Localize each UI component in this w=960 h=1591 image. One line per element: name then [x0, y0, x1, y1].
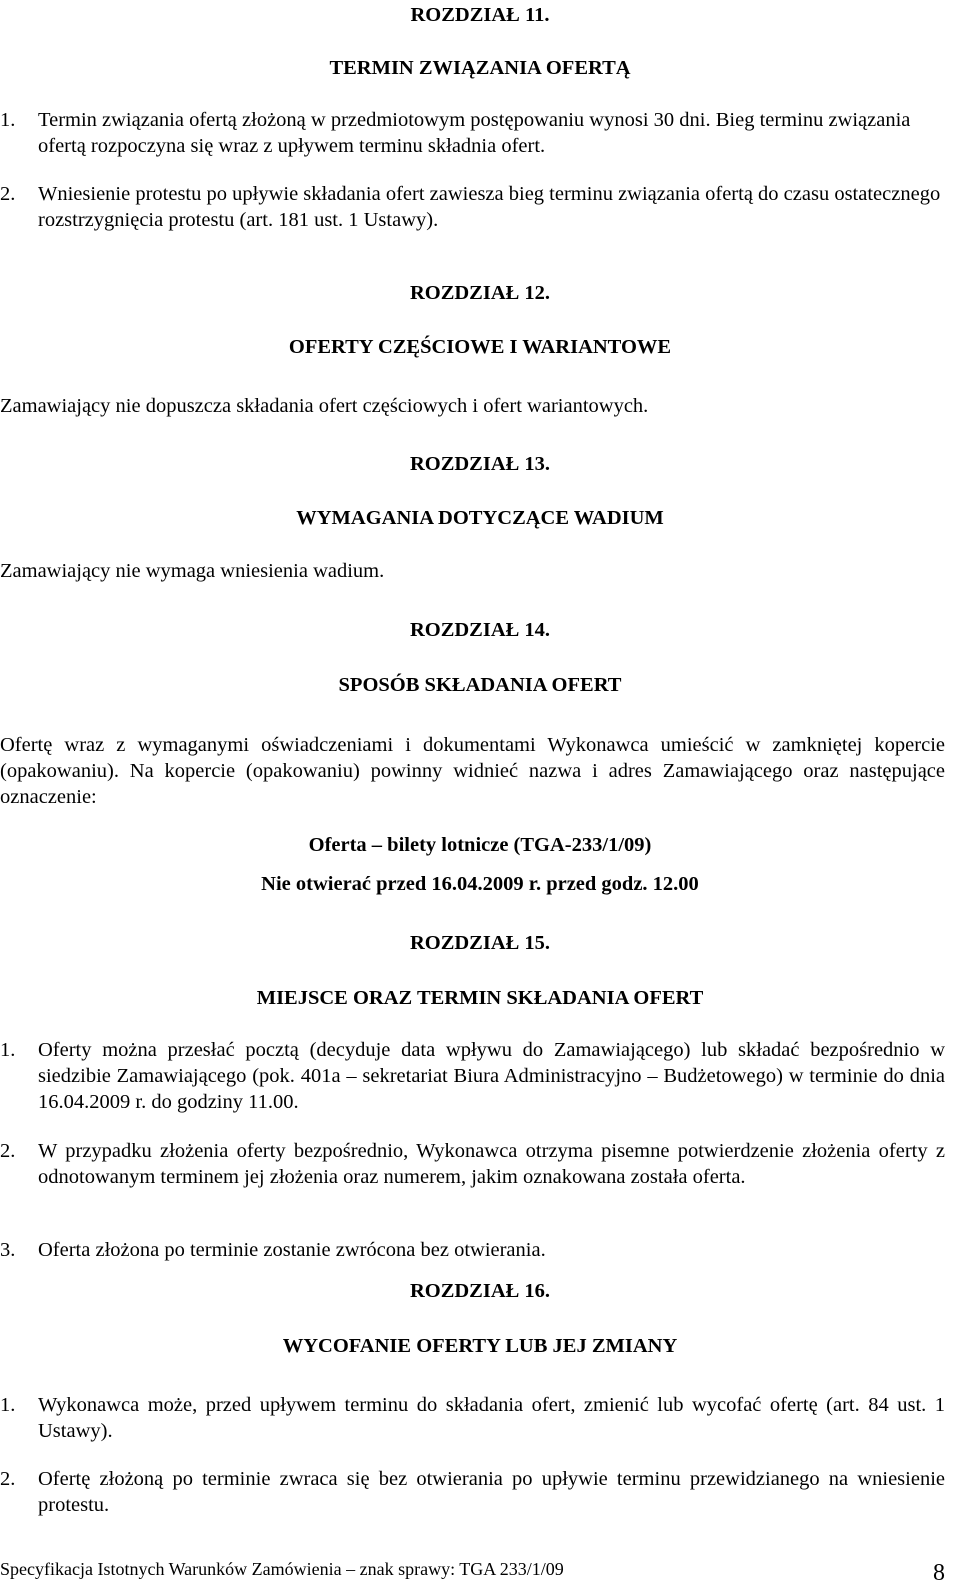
chapter-15-title: MIEJSCE ORAZ TERMIN SKŁADANIA OFERT	[256, 987, 704, 1009]
chapter-16-heading: ROZDZIAŁ 16.	[409, 1280, 551, 1302]
item-number: 3.	[0, 1239, 16, 1261]
chapter-13-text: Zamawiający nie wymaga wniesienia wadium.	[0, 560, 385, 582]
item-text: Oferta złożona po terminie zostanie zwrócona bez otwierania.	[38, 1239, 546, 1261]
chapter-13-heading: ROZDZIAŁ 13.	[409, 453, 551, 475]
item-number: 2.	[0, 183, 16, 205]
item-text: W przypadku złożenia oferty bezpośrednio, Wykonawca otrzyma pisemne potwierdzenie złożenia oferty z odnotowanym terminem jej złożenia oraz numerem, jakim oznakowana została oferta.	[38, 1140, 945, 1188]
chapter-14-text: Ofertę wraz z wymaganymi oświadczeniami i dokumentami Wykonawca umieścić w zamkniętej kopercie (opakowaniu). Na kopercie (opakowaniu) powinny widnieć nazwa i adres Zamawiającego oraz następujące oznaczenie:	[0, 734, 945, 808]
envelope-label-line-2: Nie otwierać przed 16.04.2009 r. przed godz. 12.00	[261, 873, 699, 895]
footer-text: Specyfikacja Istotnych Warunków Zamówienia – znak sprawy: TGA 233/1/09	[0, 1559, 564, 1579]
chapter-12-title: OFERTY CZĘŚCIOWE I WARIANTOWE	[288, 336, 672, 358]
chapter-11-title: TERMIN ZWIĄZANIA OFERTĄ	[329, 57, 631, 79]
chapter-15-item-2	[0, 1138, 945, 1190]
item-text: Oferty można przesłać pocztą (decyduje data wpływu do Zamawiającego) lub składać bezpośrednio w siedzibie Zamawiającego (pok. 401a – sekretariat Biura Administracyjno – Budżetowego) w terminie do dnia 16.04.2009 r. do godziny 11.00.	[38, 1039, 945, 1113]
item-number: 1.	[0, 1394, 16, 1416]
chapter-16-title: WYCOFANIE OFERTY LUB JEJ ZMIANY	[282, 1335, 678, 1357]
chapter-16-item-2	[0, 1466, 945, 1518]
item-text: Termin związania ofertą złożoną w przedmiotowym postępowaniu wynosi 30 dni. Bieg terminu związania ofertą rozpoczyna się wraz z upływem terminu składnia ofert.	[38, 109, 911, 157]
chapter-14-heading: ROZDZIAŁ 14.	[409, 619, 551, 641]
chapter-12-text: Zamawiający nie dopuszcza składania ofert częściowych i ofert wariantowych.	[0, 395, 649, 417]
item-number: 1.	[0, 1039, 16, 1061]
chapter-14-title: SPOSÓB SKŁADANIA OFERT	[338, 674, 622, 696]
chapter-16-item-1	[0, 1392, 945, 1444]
chapter-12-heading: ROZDZIAŁ 12.	[409, 282, 551, 304]
chapter-15-item-1	[0, 1037, 945, 1115]
item-text: Wniesienie protestu po upływie składania ofert zawiesza bieg terminu związania ofertą do czasu ostatecznego rozstrzygnięcia protestu (art. 181 ust. 1 Ustawy).	[38, 183, 941, 231]
chapter-15-heading: ROZDZIAŁ 15.	[409, 932, 551, 954]
chapter-11-item-1	[0, 107, 945, 159]
chapter-13-title: WYMAGANIA DOTYCZĄCE WADIUM	[296, 507, 664, 529]
chapter-11-item-2	[0, 181, 945, 233]
page-number: 8	[933, 1560, 945, 1586]
item-text: Ofertę złożoną po terminie zwraca się bez otwierania po upływie terminu przewidzianego na wniesienie protestu.	[38, 1468, 945, 1516]
chapter-11-heading: ROZDZIAŁ 11.	[410, 4, 550, 26]
chapter-15-item-3	[0, 1237, 945, 1263]
page-footer	[0, 1558, 945, 1586]
item-number: 2.	[0, 1140, 16, 1162]
item-text: Wykonawca może, przed upływem terminu do składania ofert, zmienić lub wycofać ofertę (art. 84 ust. 1 Ustawy).	[38, 1394, 945, 1442]
item-number: 2.	[0, 1468, 16, 1490]
envelope-label-line-1: Oferta – bilety lotnicze (TGA-233/1/09)	[308, 834, 652, 856]
item-number: 1.	[0, 109, 16, 131]
